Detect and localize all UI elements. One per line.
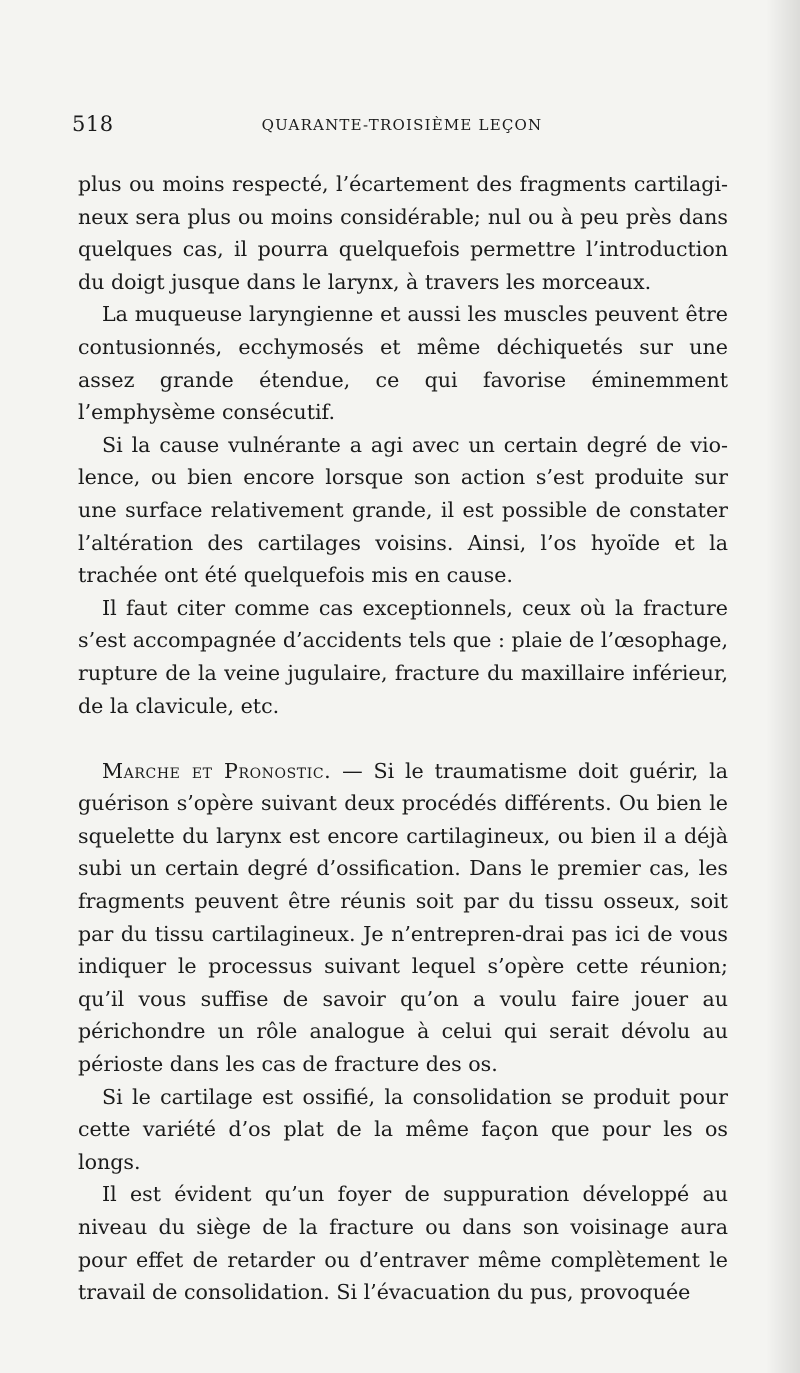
paragraph-text: Si la cause vulnérante a agi avec un certain degré de vio-lence, ou bien encore lorsque son action s’est produite sur une surface relativement grande, il est possible de constater l’altération des cartilages voisins. Ainsi, l’os hyoïde et la trachée ont été quelquefois mis en cause. — [78, 432, 728, 588]
paragraph-text: Si le cartilage est ossifié, la consolidation se produit pour cette variété d’os plat de la même façon que pour les os longs. — [78, 1084, 728, 1174]
body-text — [78, 168, 728, 1309]
paragraph — [78, 592, 728, 722]
page-header — [72, 112, 732, 142]
paragraph-text: La muqueuse laryngienne et aussi les muscles peuvent être contusionnés, ecchymosés et même déchiquetés sur une assez grande étendue, ce qui favorise éminemment l’emphysème consécutif. — [78, 302, 728, 425]
paragraph — [78, 429, 728, 592]
page-number: 518 — [72, 112, 114, 136]
paragraph — [78, 168, 728, 298]
page-edge-shadow — [766, 0, 800, 1373]
paragraph-text: Il faut citer comme cas exceptionnels, ceux où la fracture s’est accompagnée d’accidents tels que : plaie de l’œsophage, rupture de la veine jugulaire, fracture du maxillaire inférieur, de la clavicule, etc. — [78, 595, 728, 718]
paragraph-text: — Si le traumatisme doit guérir, la guérison s’opère suivant deux procédés différents. Ou bien le squelette du larynx est encore cartilagineux, ou bien il a déjà subi un certain degré d’ossification. Dans le premier cas, les fragments peuvent être réunis soit par du tissu osseux, soit par du tissu cartilagineux. Je n’entrepren-drai pas ici de vous indiquer le processus suivant lequel s’opère cette réunion; qu’il vous suffise de savoir qu’on a voulu faire jouer au périchondre un rôle analogue à celui qui serait dévolu au périoste dans les cas de fracture des os. — [78, 758, 728, 1077]
paragraph — [78, 1178, 728, 1308]
paragraph — [78, 298, 728, 428]
section-heading: Marche et Pronostic. — [102, 758, 332, 783]
paragraph-text: Il est évident qu’un foyer de suppuration développé au niveau du siège de la fracture ou dans son voisinage aura pour effet de retarder ou d’entraver même complètement le travail de consolidation. Si l’évacuation du pus, provoquée — [78, 1182, 728, 1305]
section-paragraph — [78, 755, 728, 1081]
paragraph — [78, 1081, 728, 1179]
running-title: QUARANTE-TROISIÈME LEÇON — [261, 116, 543, 134]
paragraph-text: plus ou moins respecté, l’écartement des fragments cartilagi-neux sera plus ou moins considérable; nul ou à peu près dans quelques cas, il pourra quelquefois permettre l’introduction du doigt jusque dans le larynx, à travers les morceaux. — [78, 172, 728, 294]
